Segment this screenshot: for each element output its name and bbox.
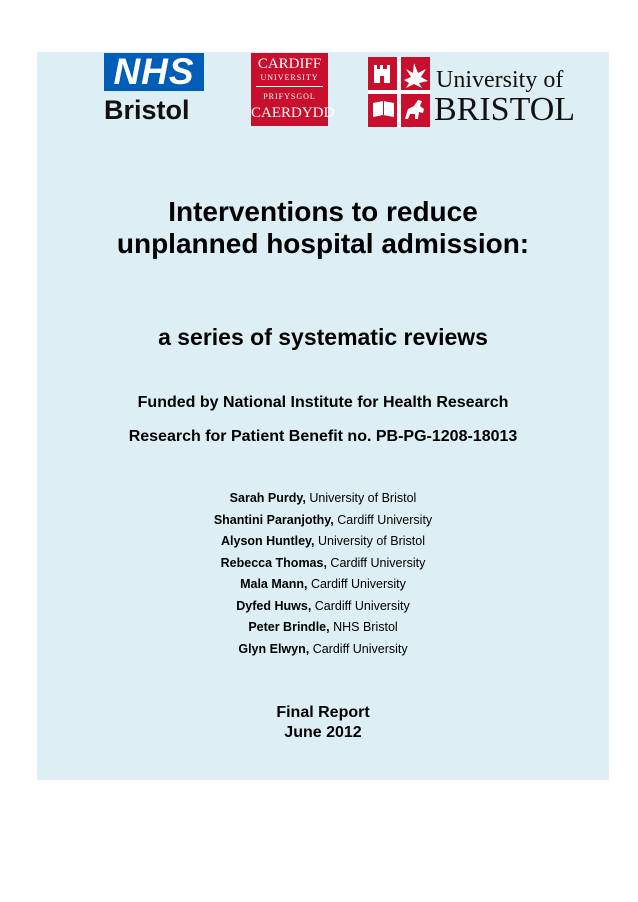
nhs-logo-mark: NHS bbox=[104, 53, 204, 91]
author-affiliation: University of Bristol bbox=[309, 491, 417, 505]
cardiff-logo-line4: CAERDYDD bbox=[251, 105, 335, 121]
author-affiliation: Cardiff University bbox=[312, 641, 408, 656]
author-name: Mala Mann, bbox=[240, 577, 308, 591]
author-row bbox=[37, 488, 609, 510]
author-affiliation: Cardiff University bbox=[337, 512, 433, 527]
author-row bbox=[37, 553, 609, 575]
cover-panel bbox=[37, 52, 609, 780]
author-name: Dyfed Huws, bbox=[236, 598, 312, 613]
author-name: Glyn Elwyn, bbox=[238, 641, 310, 656]
nhs-bristol-logo bbox=[104, 53, 204, 126]
report-type: Final Report bbox=[276, 704, 370, 721]
author-name: Alyson Huntley, bbox=[221, 534, 315, 548]
report-subtitle: a series of systematic reviews bbox=[158, 324, 488, 350]
bristol-logo-line2: BRISTOL bbox=[434, 91, 576, 128]
author-name: Sarah Purdy, bbox=[229, 491, 306, 505]
report-date: June 2012 bbox=[284, 724, 362, 741]
author-row bbox=[37, 531, 609, 553]
report-title-line2: unplanned hospital admission: bbox=[116, 228, 530, 259]
author-affiliation: NHS Bristol bbox=[333, 620, 398, 634]
author-row bbox=[37, 617, 609, 639]
author-list bbox=[37, 488, 609, 660]
report-title-line1: Interventions to reduce bbox=[168, 196, 478, 227]
author-affiliation: University of Bristol bbox=[318, 534, 425, 548]
author-row bbox=[37, 639, 609, 661]
cardiff-logo-line1: CARDIFF bbox=[257, 56, 322, 72]
author-name: Shantini Paranjothy, bbox=[213, 512, 334, 527]
author-affiliation: Cardiff University bbox=[314, 598, 410, 613]
author-row bbox=[37, 510, 609, 532]
bristol-crest-icon bbox=[368, 57, 430, 127]
author-affiliation: Cardiff University bbox=[310, 577, 406, 591]
nhs-logo-bristol: Bristol bbox=[104, 95, 190, 125]
funding-line2: Research for Patient Benefit no. PB-PG-1208-18013 bbox=[128, 428, 518, 445]
author-row bbox=[37, 596, 609, 618]
author-row bbox=[37, 574, 609, 596]
cardiff-logo-divider bbox=[256, 86, 323, 87]
university-of-bristol-logo bbox=[366, 55, 584, 127]
cardiff-logo-line3: PRIFYSGOL bbox=[263, 92, 316, 101]
funding-line1: Funded by National Institute for Health Research bbox=[137, 394, 509, 411]
author-name: Peter Brindle, bbox=[248, 620, 330, 634]
cardiff-university-logo bbox=[251, 53, 335, 126]
author-affiliation: Cardiff University bbox=[330, 555, 426, 570]
bristol-logo-line1: University of bbox=[436, 67, 564, 93]
author-name: Rebecca Thomas, bbox=[220, 555, 327, 570]
cardiff-logo-line2: UNIVERSITY bbox=[260, 73, 319, 82]
